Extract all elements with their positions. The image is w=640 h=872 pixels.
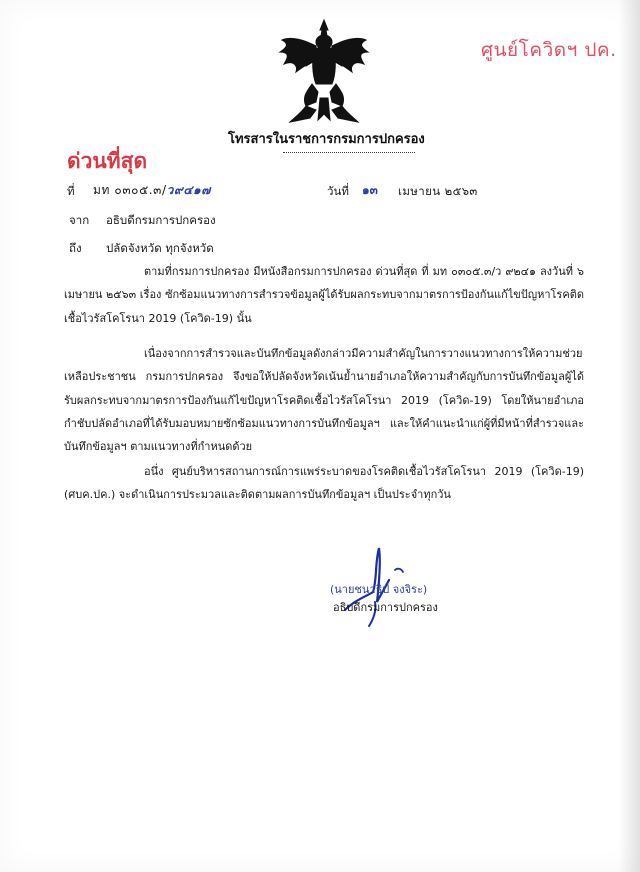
document-title: โทรสารในราชการกรมการปกครอง [228, 132, 425, 147]
body-paragraph-3: อนึ่ง ศูนย์บริหารสถานการณ์การแพร่ระบาดของโรคติดเชื้อไวรัสโคโรนา 2019 (โควิด-19) (ศบค.ปค.) จะดำเนินการประมวลและติดตามผลการบันทึกข้อมูลฯ เป็นประจำทุกวัน [64, 465, 584, 502]
reference-label: ที่ [67, 184, 75, 198]
reference-number-handwritten: ว๙๔๑๗ [166, 183, 211, 197]
to-label: ถึง [69, 241, 82, 255]
body-paragraph-1: ตามที่กรมการปกครอง มีหนังสือกรมการปกครอง ด่วนที่สุด ที่ มท ๐๓๐๕.๓/ว ๙๒๔๑ ลงวันที่ ๖ เมษายน ๒๕๖๓ เรื่อง ซักซ้อมแนวทางการสำรวจข้อมูลผู้ได้รับผลกระทบจากมาตรการป้องกันแก้ไขปัญหาโรคติดเชื้อไวรัสโคโรนา 2019 (โควิด-19) นั้น [64, 265, 584, 325]
garuda-emblem-icon [276, 18, 372, 124]
priority-stamp: ด่วนที่สุด [67, 149, 148, 173]
page-edge-shadow [618, 0, 640, 872]
date-month-year: เมษายน ๒๕๖๓ [398, 184, 478, 198]
reference-number [93, 181, 211, 200]
from-value: อธิบดีกรมการปกครอง [106, 213, 216, 227]
title-dotted-line [283, 152, 415, 153]
covid-center-stamp: ศูนย์โควิดฯ ปค. [481, 39, 617, 61]
body-paragraph-2: เนื่องจากการสำรวจและบันทึกข้อมูลดังกล่าวมีความสำคัญในการวางแนวทางการให้ความช่วยเหลือประชาชน กรมการปกครอง จึงขอให้ปลัดจังหวัดเน้นย้ำนายอำเภอให้ความสำคัญกับการบันทึกข้อมูลผู้ได้รับผลกระทบจากมาตรการป้องกันแก้ไขปัญหาโรคติดเชื้อไวรัสโคโรนา 2019 (โควิด-19) โดยให้นายอำเภอกำชับปลัดอำเภอที่ได้รับมอบหมายซักซ้อมแนวทางการบันทึกข้อมูลฯ และให้คำแนะนำแก่ผู้ที่มีหน้าที่สำรวจและบันทึกข้อมูลฯ ตามแนวทางที่กำหนดด้วย [64, 347, 584, 454]
from-label: จาก [69, 213, 90, 227]
to-value: ปลัดจังหวัด ทุกจังหวัด [106, 241, 214, 255]
date-day: ๑๓ [362, 183, 378, 197]
date-label: วันที่ [327, 184, 349, 198]
signatory-position: อธิบดีกรมการปกครอง [333, 601, 438, 614]
reference-number-printed: มท ๐๓๐๕.๓/ [93, 183, 167, 197]
signatory-name: (นายชนาธิป จงจิระ) [330, 583, 428, 596]
